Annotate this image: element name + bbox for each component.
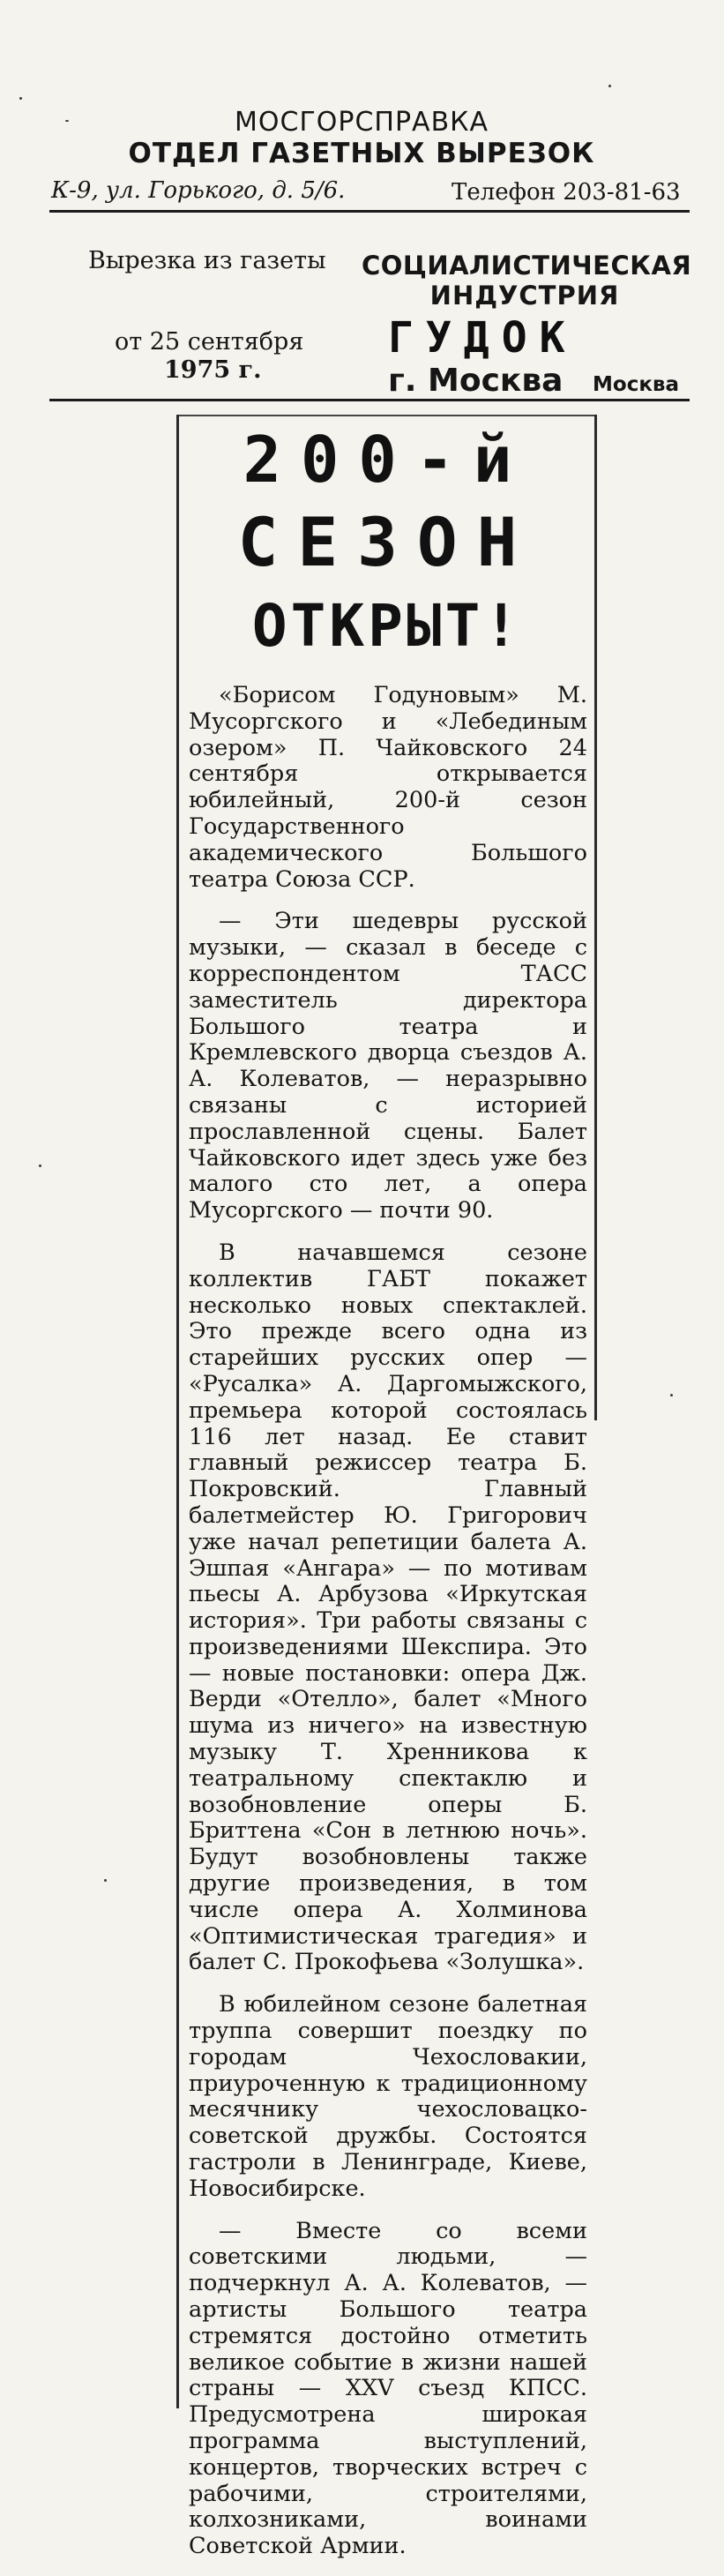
agency-name: МОСГОРСПРАВКА <box>235 107 489 138</box>
city-stamp: г. Москва <box>388 363 564 399</box>
clipping-edge-left <box>176 415 179 2408</box>
city-small-stamp: Москва <box>593 373 680 396</box>
photocopy-speck <box>39 1164 41 1167</box>
header-rule <box>49 210 690 213</box>
issue-year: 1975 г. <box>164 356 262 384</box>
department-name: ОТДЕЛ ГАЗЕТНЫХ ВЫРЕЗОК <box>128 138 595 169</box>
article-clipping <box>176 415 600 2560</box>
stamp-paper-line-2: ИНДУСТРИЯ <box>429 281 620 311</box>
clipping-edge-right <box>594 415 597 1420</box>
clipping-edge-top <box>176 415 597 416</box>
photocopy-speck <box>670 1394 673 1397</box>
photocopy-speck <box>608 85 611 87</box>
article-paragraph: В юбилейном сезоне балетная труппа совершит поездку по городам Чехословакии, приуроченную к традиционному месячнику чехословацко-советской дружбы. Состоятся гастроли в Ленинграде, Киеве, Новосибирске. <box>189 1991 587 2202</box>
photocopy-speck <box>65 120 69 122</box>
article-paragraph: — Эти шедевры русской музыки, — сказал в беседе с корреспондентом ТАСС заместитель директора Большого театра и Кремлевского дворца съездов А. А. Колеватов, — неразрывно связаны с историей прославленной сцены. Балет Чайковского идет здесь уже без малого сто лет, а опера Мусоргского — почти 90. <box>189 908 587 1224</box>
issue-date: от 25 сентября <box>115 328 304 356</box>
article-body <box>189 683 587 2576</box>
cutting-label: Вырезка из газеты <box>88 247 326 274</box>
stamp-paper-line-1: СОЦИАЛИСТИЧЕСКАЯ <box>362 251 692 281</box>
newspaper-name-stamp: ГУДОК <box>388 313 578 363</box>
headline-line-1: 200-й <box>243 423 532 497</box>
article-paragraph: «Борисом Годуновым» М. Мусоргского и «Лебединым озером» П. Чайковского 24 сентября открывается юбилейный, 200-й сезон Государственного академического Большого театра Союза ССР. <box>189 682 587 893</box>
agency-phone: Телефон 203-81-63 <box>452 179 681 206</box>
photocopy-speck <box>104 1879 107 1882</box>
agency-address: К-9, ул. Горького, д. 5/6. <box>51 177 346 204</box>
source-rule <box>49 399 690 401</box>
headline-line-2: СЕЗОН <box>237 503 537 581</box>
photocopy-speck <box>19 97 22 100</box>
article-paragraph: — Вместе со всеми советскими людьми, — подчеркнул А. А. Колеватов, — артисты Большого театра стремятся достойно отметить великое событие в жизни нашей страны — XXV съезд КПСС. Предусмотрена широкая программа выступлений, концертов, творческих встреч с рабочими, строителями, колхозниками, воинами Советской Армии. <box>189 2217 587 2560</box>
headline-line-3: ОТКРЫТ! <box>251 592 523 660</box>
article-paragraph: В начавшемся сезоне коллектив ГАБТ покажет несколько новых спектаклей. Это прежде всего одна из старейших русских опер — «Русалка» А. Даргомыжского, премьера которой состоялась 116 лет назад. Ее ставит главный режиссер театра Б. Покровский. Главный балетмейстер Ю. Григорович уже начал репетиции балета А. Эшпая «Ангара» — по мотивам пьесы А. Арбузова «Иркутская история». Три работы связаны с произведениями Шекспира. Это — новые постановки: опера Дж. Верди «Отелло», балет «Много шума из ничего» на известную музыку Т. Хренникова к театральному спектаклю и возобновление оперы Б. Бриттена «Сон в летнюю ночь». Будут возобновлены также другие произведения, в том числе опера А. Холминова «Оптимистическая трагедия» и балет С. Прокофьева «Золушка». <box>189 1239 587 1976</box>
